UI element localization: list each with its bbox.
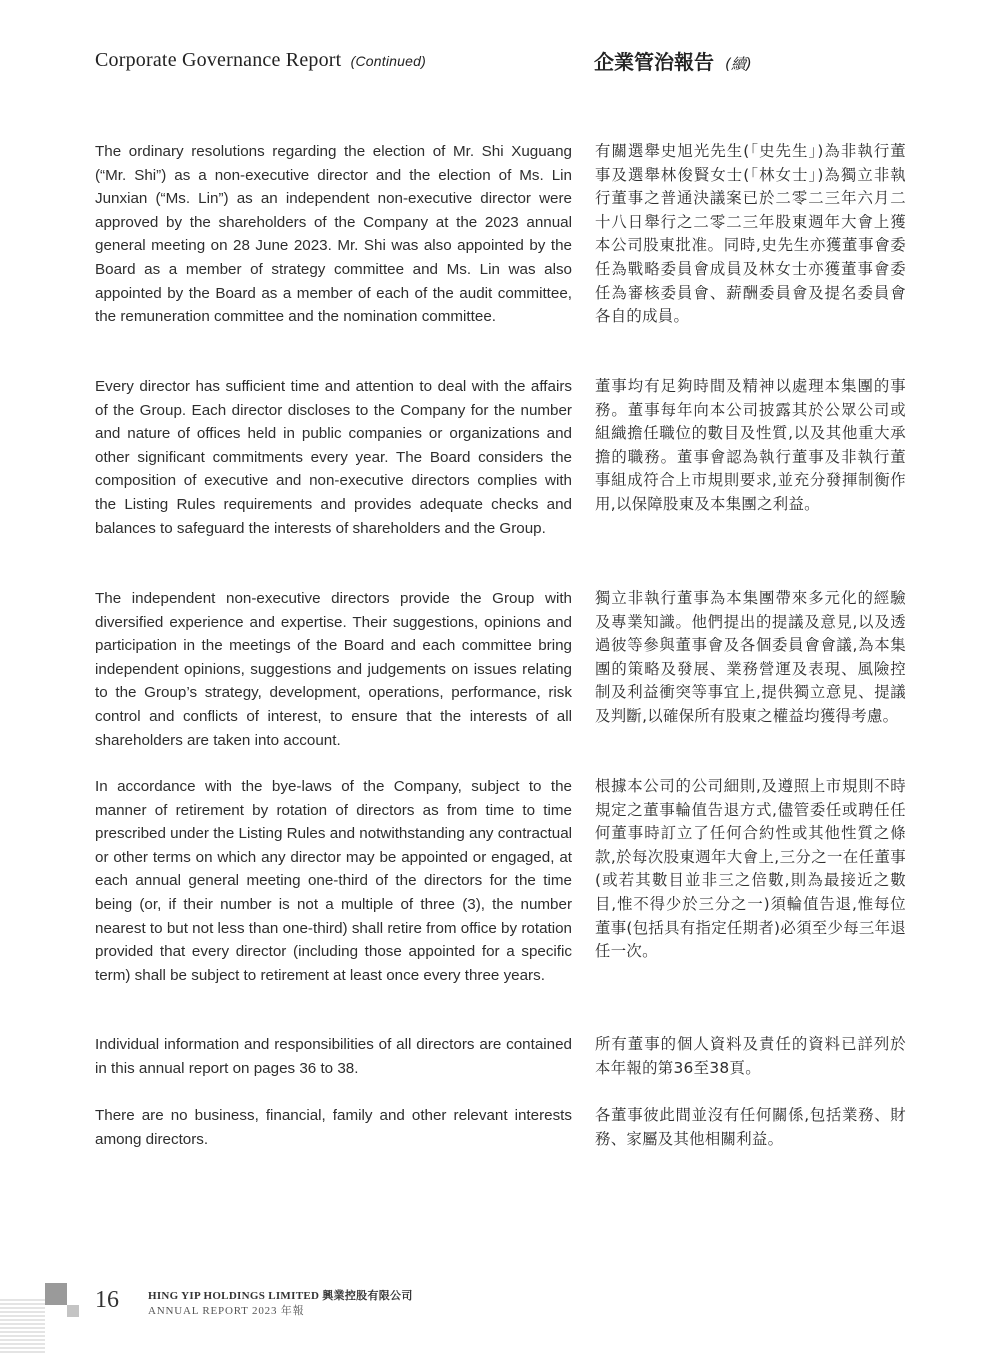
- paragraph-en-1: The ordinary resolutions regarding the election of Mr. Shi Xuguang (“Mr. Shi”) as a non-executive director and the election of Ms. Lin Junxian (“Ms. Lin”) as an independent non-executive director were approved by the shareholders of the Company at the 2023 annual general meeting on 28 June 2023. Mr. Shi was also appointed by the Board as a member of strategy committee and Ms. Lin was also appointed by the Board as a member of each of the audit committee, the remuneration committee and the nomination committee.: [95, 143, 572, 326]
- paragraph-zh-5: 所有董事的個人資料及責任的資料已詳列於本年報的第36至38頁。: [595, 1035, 906, 1077]
- paragraph-zh-4: 根據本公司的公司細則,及遵照上市規則不時規定之董事輪值告退方式,儘管委任或聘任任何董事時訂立了任何合約性或其他性質之條款,於每次股東週年大會上,三分之一在任董事(或若其數目並非三之倍數,則為最接近之數目,惟不得少於三分之一)須輪值告退,惟每位董事(包括具有指定任期者)必須至少每三年退任一次。: [595, 777, 906, 961]
- footer-report-title: ANNUAL REPORT 2023 年報: [148, 1305, 305, 1317]
- footer-decoration: [0, 1283, 82, 1357]
- striped-lines: [0, 1300, 45, 1352]
- header-continued-en: (Continued): [350, 53, 426, 69]
- light-square: [67, 1305, 79, 1317]
- page-header-zh: [594, 46, 752, 75]
- paragraph-en-2: Every director has sufficient time and attention to deal with the affairs of the Group. Each director discloses to the Company for the number and nature of offices held in public companies or organizations and other significant commitments every year. The Board considers the composition of executive and non-executive directors complies with the Listing Rules requirements and provides adequate checks and balances to safeguard the interests of shareholders and the Group.: [95, 378, 572, 537]
- paragraph-zh-6: 各董事彼此間並沒有任何關係,包括業務、財務、家屬及其他相關利益。: [595, 1106, 906, 1148]
- paragraph-zh-3: 獨立非執行董事為本集團帶來多元化的經驗及專業知識。他們提出的提議及意見,以及透過彼等參與董事會及各個委員會會議,為本集團的策略及發展、業務營運及表現、風險控制及利益衝突等事宜上,提供獨立意見、提議及判斷,以確保所有股東之權益均獲得考慮。: [595, 589, 906, 725]
- header-title-en: Corporate Governance Report: [95, 49, 342, 71]
- paragraph-zh-1: 有關選舉史旭光先生(「史先生」)為非執行董事及選舉林俊賢女士(「林女士」)為獨立非執行董事之普通決議案已於二零二三年六月二十八日舉行之二零二三年股東週年大會上獲本公司股東批准。同時,史先生亦獲董事會委任為戰略委員會成員及林女士亦獲董事會委任為審核委員會、薪酬委員會及提名委員會各自的成員。: [595, 142, 906, 326]
- paragraph-en-4: In accordance with the bye-laws of the Company, subject to the manner of retirement by rotation of directors as from time to time prescribed under the Listing Rules and notwithstanding any contractual or other terms on which any director may be appointed or engaged, at each annual general meeting one-third of the directors for the time being (or, if their number is not a multiple of three (3), the number nearest to but not less than one-third) shall retire from office by rotation provided that every director (including those appointed for a specific term) shall be subject to retirement at least once every three years.: [95, 778, 573, 984]
- dark-square: [45, 1283, 67, 1305]
- page-number: 16: [95, 1287, 119, 1313]
- paragraph-en-3: The independent non-executive directors provide the Group with diversified experience and expertise. Their suggestions, opinions and participation in the meetings of the Board and each committee bring independent opinions, suggestions and judgements on issues relating to the Group’s strategy, development, operations, performance, risk control and conflicts of interest, to ensure that the interests of all shareholders are taken into account.: [95, 590, 572, 749]
- header-continued-zh: (續): [724, 55, 752, 73]
- paragraph-zh-2: 董事均有足夠時間及精神以處理本集團的事務。董事每年向本公司披露其於公眾公司或組織擔任職位的數目及性質,以及其他重大承擔的職務。董事會認為執行董事及非執行董事組成符合上市規則要求,並充分發揮制衡作用,以保障股東及本集團之利益。: [595, 377, 906, 513]
- header-title-zh: 企業管治報告: [594, 50, 714, 74]
- page-header-en: [95, 49, 426, 72]
- paragraph-en-5: Individual information and responsibilities of all directors are contained in this annual report on pages 36 to 38.: [95, 1036, 572, 1077]
- footer-company-name: HING YIP HOLDINGS LIMITED 興業控股有限公司: [148, 1290, 413, 1302]
- paragraph-en-6: There are no business, financial, family and other relevant interests among directors.: [95, 1107, 572, 1148]
